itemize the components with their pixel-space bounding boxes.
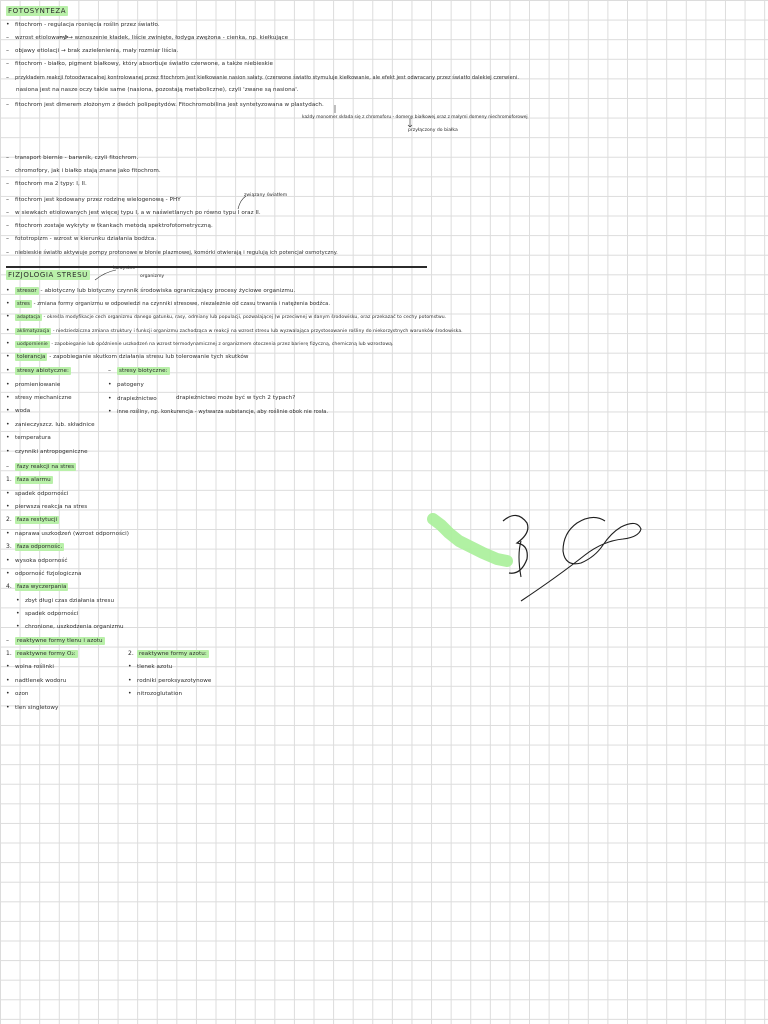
phases-title: – fazy reakcji na stres: [6, 463, 75, 470]
definition-item: • stresor - abiotyczny lub biotyczny czynnik środowiska ograniczający procesy życiowe organizmu.: [6, 287, 296, 294]
list-item: • odporność fizjologiczna: [6, 570, 82, 577]
chromophore-note: każdy monomer składa się z chromoforu - domeny białkowej oraz z małymi domeny niechromoforowej: [302, 115, 528, 120]
biotic-note: drapieżnictwo może być w tych 2 typach?: [176, 395, 296, 401]
rns-title: 2. reaktywne formy azotu:: [128, 650, 207, 657]
list-item: • rodniki peroksyazotynowe: [128, 677, 212, 684]
section-divider: [6, 266, 427, 268]
note-line: • fitochrom - regulacja rosnięcia roślin przez światło.: [6, 21, 160, 28]
note-line: nasiona jest na nasze oczy takie same (nasiona, pozostają metaboliczne), czyli 'zwane są nasiona'.: [16, 87, 299, 93]
note-line: – fitochrom - białko, pigment białkowy, który absorbuje światło czerwone, a także niebieskie: [6, 60, 274, 67]
note-line: – chromofory, jak i białko stają znane jako fitochrom.: [6, 167, 161, 174]
biotic-title: – stresy biotyczne:: [108, 367, 168, 374]
ros-title: 1. reaktywne formy O₂:: [6, 650, 76, 657]
list-item: • nitrozoglutation: [128, 690, 183, 697]
note-line: – w siewkach etiolowanych jest więcej typu I, a w naświetlanych po równo typu I oraz II.: [6, 209, 261, 216]
list-item: • czynniki antropogeniczne: [6, 448, 88, 455]
phase-heading: 3. faza odpornośc.: [6, 543, 63, 550]
note-line: – transport biernie - barwnik, czyli fitochrom.: [6, 154, 139, 161]
note-line: – niebieskie światło aktywuje pompy protonowe w błonie plazmowej, komórki otwierają i regulują ich potencjał osmotyczny.: [6, 249, 338, 256]
list-item: • wolna roślinki: [6, 663, 54, 670]
signature-scribble: [425, 505, 650, 605]
list-item: • chronione, uszkodzenia organizmu: [16, 623, 124, 630]
note-line: – fototropizm - wzrost w kierunku działania bodźca.: [6, 235, 157, 242]
list-item: • stresy mechaniczne: [6, 394, 72, 401]
definition-item: • aklimatyzacja - niedziedziczna zmiana struktury i funkcji organizmu zachodząca w reakcji na wzrost stresu lub wyzwalająca przystosowanie rośliny do niekorzystnych warunków środowiska.: [6, 327, 463, 334]
note-line: – fitochrom zostaje wykryty w tkankach metodą spektrofotometryczną.: [6, 222, 213, 229]
list-item: • zbyt długi czas działania stresu: [16, 597, 115, 604]
definition-item: • tolerancja - zapobieganie skutkom działania stresu lub tolerowanie tych skutków: [6, 353, 249, 360]
phase-heading: 1. faza alarmu: [6, 476, 51, 483]
definition-item: • uodpornienie - zapobieganie lub opóźnienie uszkodzeń na wzrost termodynamicznej z organizmem otoczenia przez barierę fizyczną, chemiczną lub wzrostową.: [6, 340, 394, 347]
list-item: • spadek odporności: [6, 490, 69, 497]
definition-item: • adaptacja - określa modyfikacje cech organizmu danego gatunku, rasy, odmiany lub populacji, pozwalającej (w przeciwnej w danym środowisku, oraz przekazać to cechy potomstwu.: [6, 313, 447, 320]
list-item: • woda: [6, 407, 31, 414]
chromophore-note-2: przyłączony do białka: [408, 128, 458, 133]
list-item: • spadek odporności: [16, 610, 79, 617]
list-item: • pierwsza reakcja na stres: [6, 503, 88, 510]
reactive-title: – reaktywne formy tlenu i azotu: [6, 637, 103, 644]
note-line: – wzrost etiolowany → wznoszenie kładek, liście zwinięte, łodyga zwężona - cienka, np. kiełkujące: [6, 34, 289, 41]
list-item: • tlen singletowy: [6, 704, 59, 711]
phase-heading: 4. faza wyczerpania: [6, 583, 67, 590]
list-item: • promieniowanie: [6, 381, 61, 388]
heading-text: FIZJOLOGIA STRESU: [8, 271, 88, 279]
note-line: – objawy etiolacji → brak zazielenienia, mały rozmiar liścia.: [6, 47, 179, 54]
list-item: • tlenek azotu: [128, 663, 173, 670]
section-heading-fotosynteza: [6, 8, 68, 16]
note-line: – przykładem reakcji fotoodwracalnej kontrolowanej przez fitochrom jest kiełkowanie nasion sałaty. (czerwone światło stymuluje kiełkowanie, ale efekt jest odwracany przez światło dalekiej czerwieni.: [6, 74, 520, 81]
top-note-organizmy: organizmy: [140, 274, 165, 279]
list-item: • inne rośliny, np. konkurencja - wytwarza substancje, aby roślinie obok nie rosła.: [108, 408, 329, 415]
list-item: • drapieżnictwo: [108, 395, 157, 402]
note-line: – fitochrom jest dimerem złożonym z dwóch polipeptydów. Fitochromobilina jest syntetyzowana w plastydach.: [6, 101, 324, 108]
note-line: – fitochrom ma 2 typy: I, II.: [6, 180, 87, 187]
abiotic-title: • stresy abiotyczne:: [6, 367, 69, 374]
list-item: • temperatura: [6, 434, 51, 441]
list-item: • patogeny: [108, 381, 144, 388]
list-item: • zanieczyszcz. lub. składnice: [6, 421, 95, 428]
heading-text: FOTOSYNTEZA: [8, 7, 67, 15]
section-heading-fizjologia-stresu: [6, 272, 90, 280]
note-line: – fitochrom jest kodowany przez rodzinę wielogenową - PHY: [6, 196, 181, 203]
list-item: • ozon: [6, 690, 29, 697]
list-item: • wysoka odporność: [6, 557, 68, 564]
top-note-korzystne: korzystne: [113, 266, 136, 271]
arrow-note: związany światłem: [244, 193, 288, 198]
phase-heading: 2. faza restytucji: [6, 516, 58, 523]
list-item: • naprawa uszkodzeń (wzrost odporności): [6, 530, 130, 537]
definition-item: • stres - zmiana formy organizmu w odpowiedzi na czynniki stresowe, niezależnie od czasu trwania i natężenia bodźca.: [6, 300, 331, 307]
list-item: • nadtlenek wodoru: [6, 677, 67, 684]
